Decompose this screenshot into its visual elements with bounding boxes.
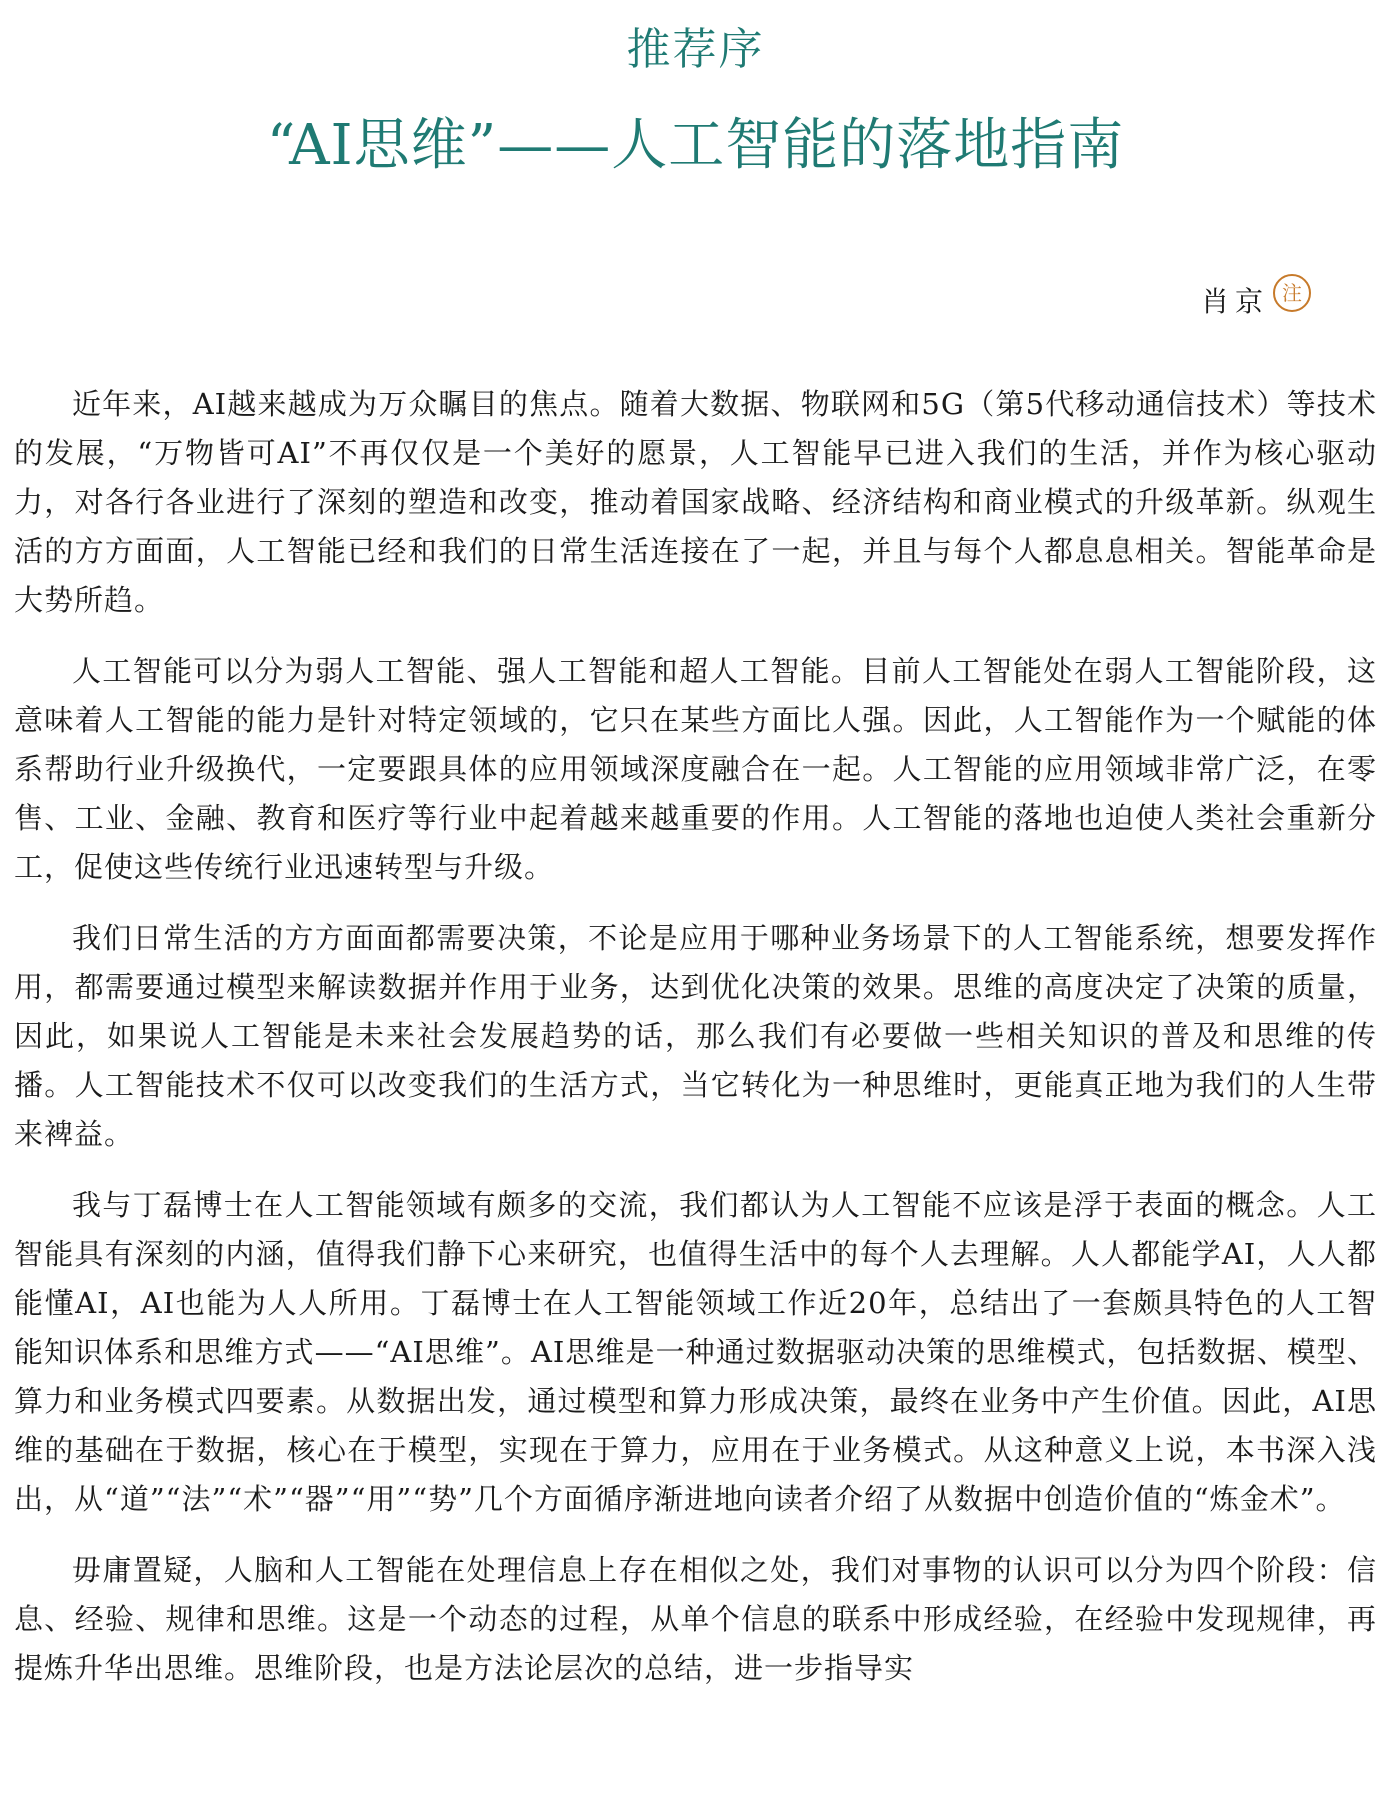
paragraph: 我与丁磊博士在人工智能领域有颇多的交流，我们都认为人工智能不应该是浮于表面的概念。人工智能具有深刻的内涵，值得我们静下心来研究，也值得生活中的每个人去理解。人人都能学AI，人人都能懂AI，AI也能为人人所用。丁磊博士在人工智能领域工作近20年，总结出了一套颇具特色的人工智能知识体系和思维方式——“AI思维”。AI思维是一种通过数据驱动决策的思维模式，包括数据、模型、算力和业务模式四要素。从数据出发，通过模型和算力形成决策，最终在业务中产生价值。因此，AI思维的基础在于数据，核心在于模型，实现在于算力，应用在于业务模式。从这种意义上说，本书深入浅出，从“道”“法”“术”“器”“用”“势”几个方面循序渐进地向读者介绍了从数据中创造价值的“炼金术”。 [14, 1188, 1377, 1516]
paragraph: 毋庸置疑，人脑和人工智能在处理信息上存在相似之处，我们对事物的认识可以分为四个阶段：信息、经验、规律和思维。这是一个动态的过程，从单个信息的联系中形成经验，在经验中发现规律，再提炼升华出思维。思维阶段，也是方法论层次的总结，进一步指导实 [14, 1553, 1377, 1685]
paragraph: 近年来，AI越来越成为万众瞩目的焦点。随着大数据、物联网和5G（第5代移动通信技术）等技术的发展，“万物皆可AI”不再仅仅是一个美好的愿景，人工智能早已进入我们的生活，并作为核心驱动力，对各行各业进行了深刻的塑造和改变，推动着国家战略、经济结构和商业模式的升级革新。纵观生活的方方面面，人工智能已经和我们的日常生活连接在了一起，并且与每个人都息息相关。智能革命是大势所趋。 [14, 387, 1377, 617]
preface-title: “AI思维”——人工智能的落地指南 [266, 113, 1125, 178]
preface-label: 推荐序 [626, 24, 765, 75]
footnote-marker[interactable]: 注 [1273, 274, 1311, 312]
author-name: 肖京 [1200, 285, 1269, 318]
author-line [1201, 282, 1311, 322]
paragraph: 我们日常生活的方方面面都需要决策，不论是应用于哪种业务场景下的人工智能系统，想要发挥作用，都需要通过模型来解读数据并作用于业务，达到优化决策的效果。思维的高度决定了决策的质量，因此，如果说人工智能是未来社会发展趋势的话，那么我们有必要做一些相关知识的普及和思维的传播。人工智能技术不仅可以改变我们的生活方式，当它转化为一种思维时，更能真正地为我们的人生带来裨益。 [14, 921, 1377, 1151]
preface-body [14, 380, 1377, 1715]
paragraph: 人工智能可以分为弱人工智能、强人工智能和超人工智能。目前人工智能处在弱人工智能阶段，这意味着人工智能的能力是针对特定领域的，它只在某些方面比人强。因此，人工智能作为一个赋能的体系帮助行业升级换代，一定要跟具体的应用领域深度融合在一起。人工智能的应用领域非常广泛，在零售、工业、金融、教育和医疗等行业中起着越来越重要的作用。人工智能的落地也迫使人类社会重新分工，促使这些传统行业迅速转型与升级。 [14, 654, 1377, 884]
